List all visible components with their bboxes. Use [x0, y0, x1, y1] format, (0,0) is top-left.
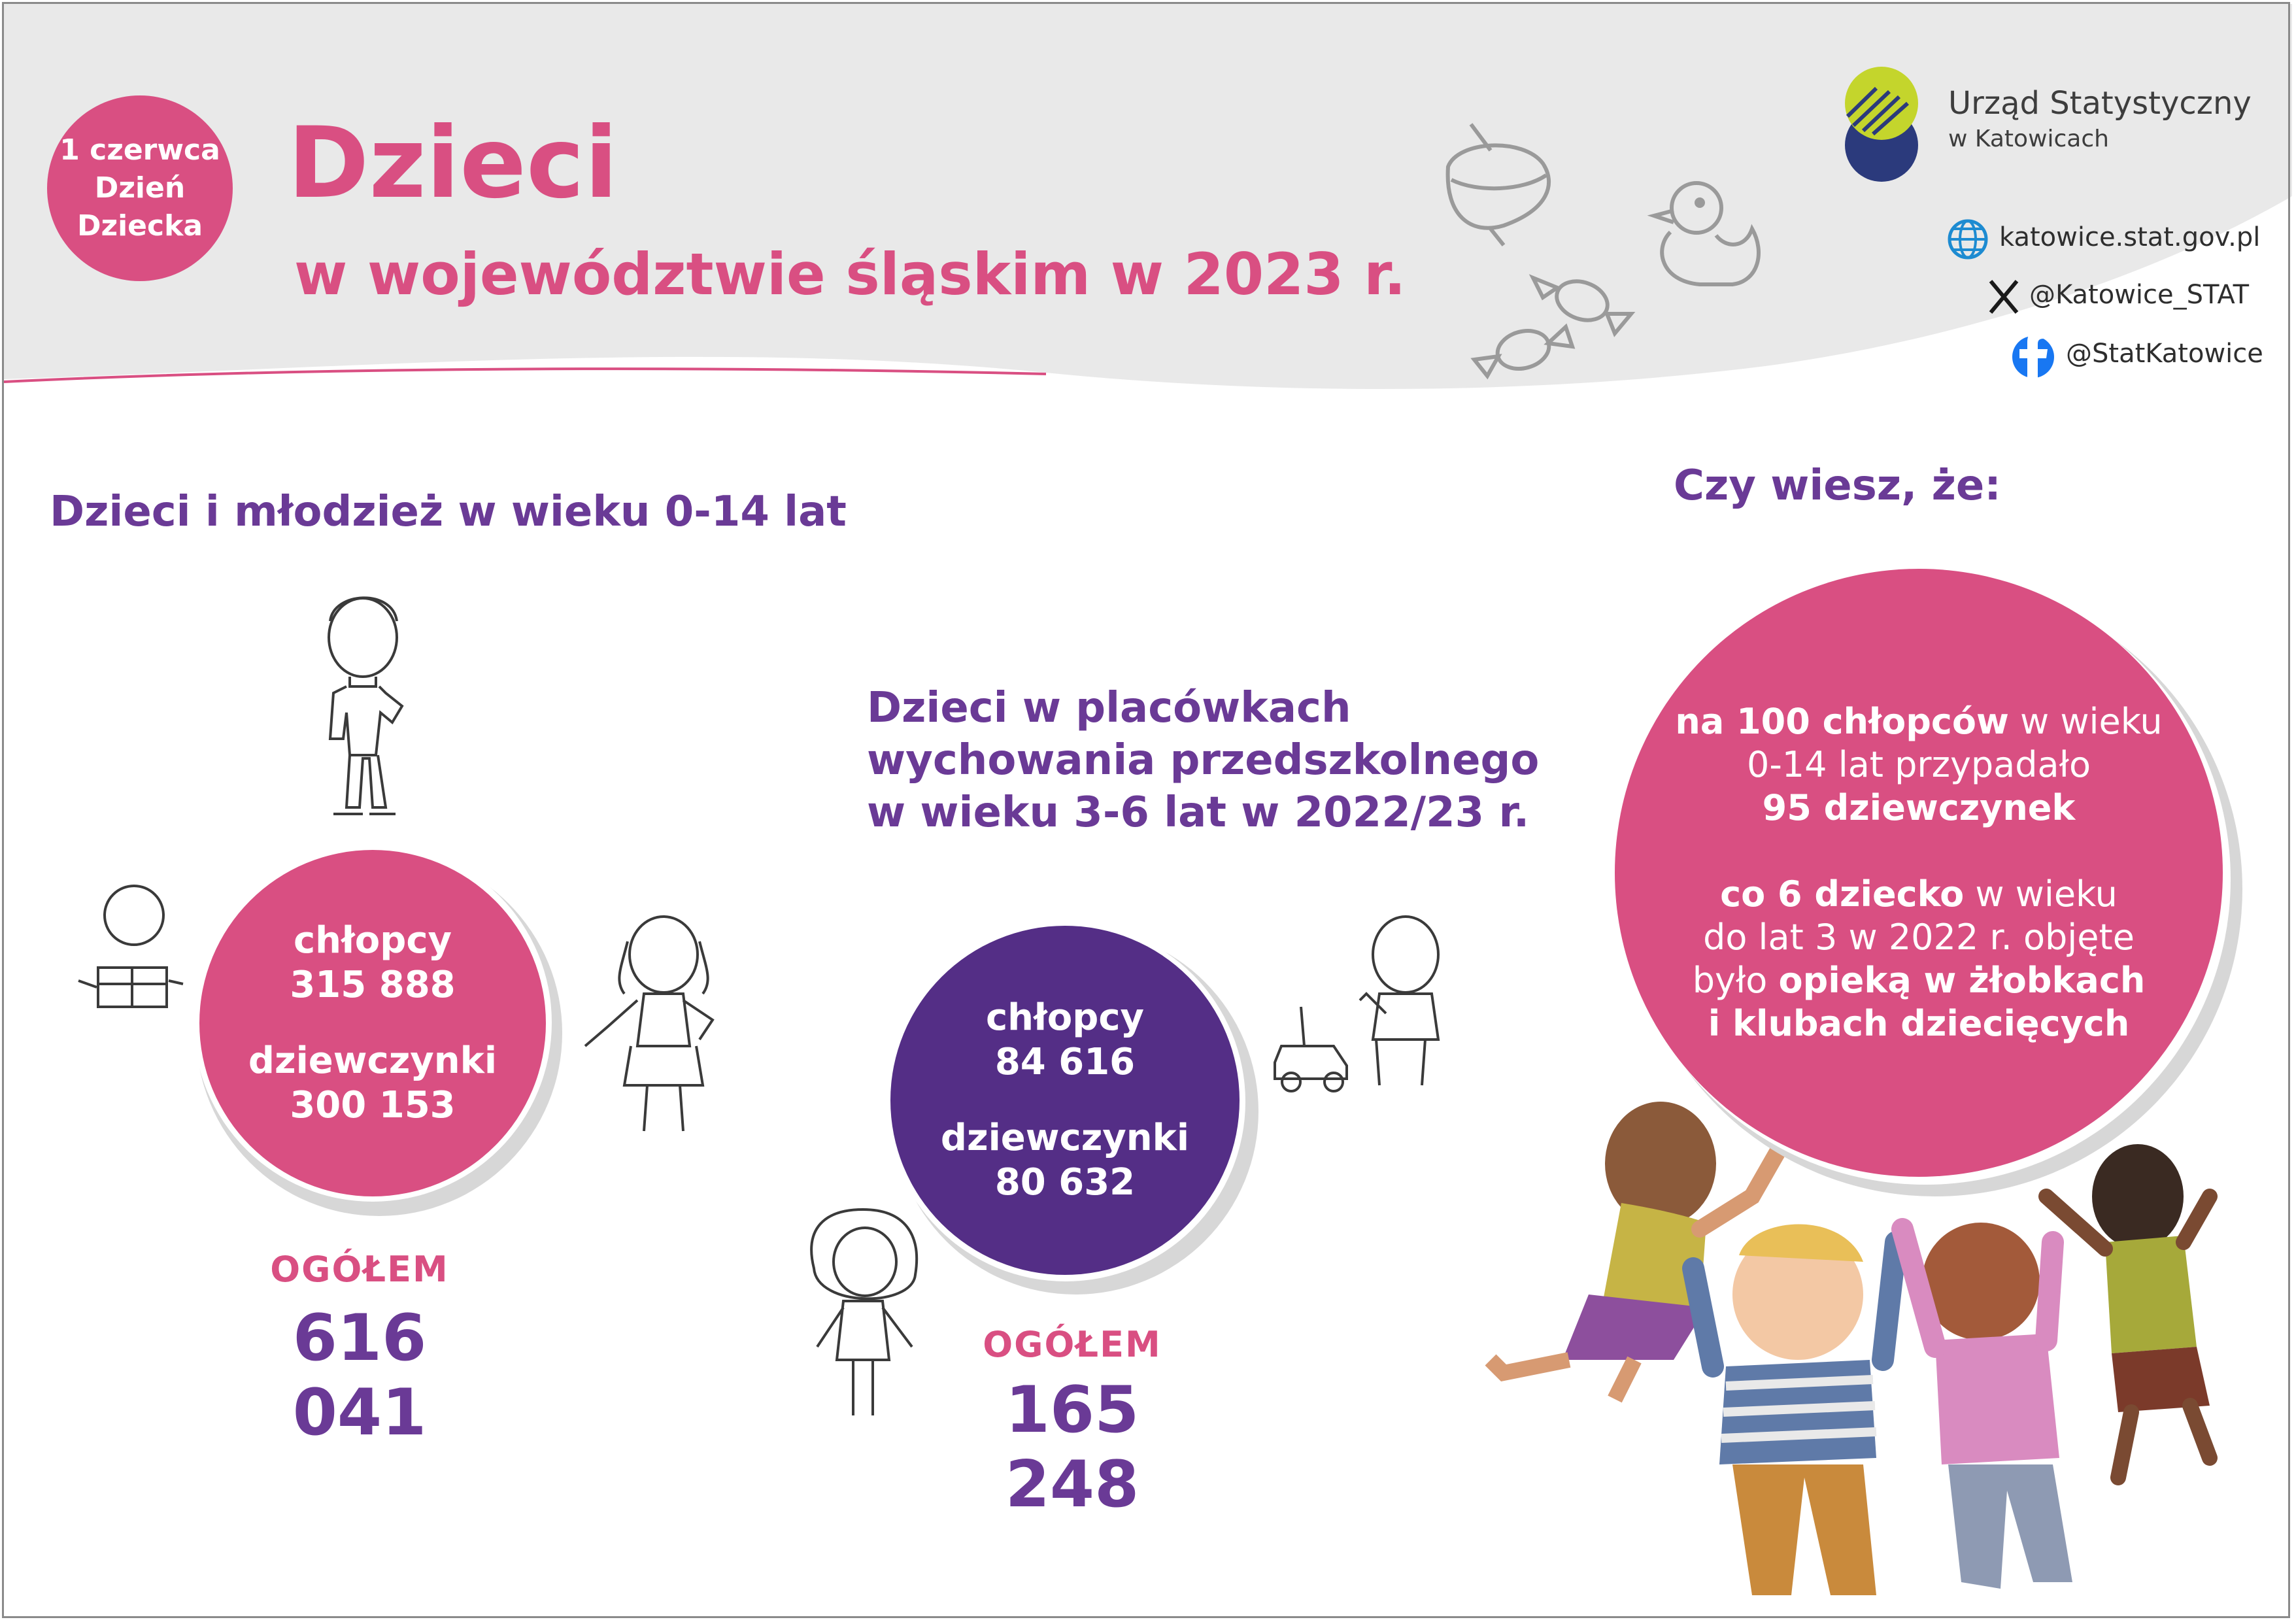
section1-girls-value: 300 153 [290, 1084, 456, 1126]
section1-total-value: 616 041 [292, 1301, 427, 1450]
section2-total-value: 165 248 [1005, 1373, 1140, 1522]
baby-with-gift-illustration [78, 886, 183, 1007]
fact2-text1: w wieku [1964, 873, 2118, 915]
standing-boy-illustration [329, 598, 402, 814]
page-title: Dzieci [288, 107, 618, 220]
section2-total-label: OGÓŁEM [983, 1324, 1162, 1365]
section1-boys-label: chłopcy [293, 919, 452, 962]
section2-stat-circle [890, 926, 1240, 1275]
section2-heading-line1: Dzieci w placówkach [867, 684, 1351, 732]
section1-stat-circle [199, 850, 546, 1196]
fact1-text1: w wieku [2008, 701, 2163, 742]
section2-girls-label: dziewczynki [940, 1117, 1190, 1159]
section1-boys-value: 315 888 [290, 964, 456, 1006]
section2-boys-value: 84 616 [994, 1041, 1136, 1083]
section2-boys-label: chłopcy [985, 996, 1145, 1039]
us-katowice-logo [1845, 67, 1918, 182]
section2-girls-value: 80 632 [994, 1161, 1136, 1204]
badge-date: 1 czerwca [59, 133, 220, 167]
fact1-bold1: na 100 chłopców [1675, 701, 2009, 742]
girl-pigtails-illustration [585, 917, 713, 1131]
fact2-text3: było [1692, 960, 1779, 1001]
didyouknow-heading: Czy wiesz, że: [1674, 462, 2001, 510]
fact1-bold2: 95 dziewczynek [1762, 787, 2076, 828]
section1-heading: Dzieci i młodzież w wieku 0-14 lat [50, 488, 847, 536]
contact-facebook[interactable]: @StatKatowice [2066, 339, 2263, 369]
badge-line3: Dziecka [76, 209, 203, 243]
section2-heading-line3: w wieku 3-6 lat w 2022/23 r. [867, 788, 1530, 837]
fact1-text2: 0-14 lat przypadało [1746, 744, 2091, 785]
logo-name: Urząd Statystyczny [1948, 85, 2252, 122]
didyouknow-text [1675, 700, 2162, 1045]
contact-website[interactable]: katowice.stat.gov.pl [1999, 222, 2261, 252]
contact-x[interactable]: @Katowice_STAT [2029, 280, 2250, 310]
fact2-bold3: i klubach dziecięcych [1708, 1003, 2130, 1044]
fact2-bold1: co 6 dziecko [1720, 873, 1965, 915]
facebook-icon [2012, 330, 2054, 379]
section1-girls-label: dziewczynki [248, 1040, 498, 1082]
didyouknow-circle [1615, 569, 2223, 1177]
page-subtitle: w województwie śląskim w 2023 r. [294, 241, 1406, 308]
logo-location: w Katowicach [1948, 126, 2109, 152]
badge-line2: Dzień [94, 171, 186, 205]
fact2-bold2: opieką w żłobkach [1778, 960, 2146, 1001]
boy-with-rc-car-illustration [1275, 917, 1438, 1091]
childrens-day-badge [47, 95, 233, 281]
fact2-text2: do lat 3 w 2022 r. objęte [1703, 917, 2135, 958]
section1-total-label: OGÓŁEM [270, 1249, 449, 1290]
girl-bob-illustration [811, 1210, 917, 1415]
section2-heading-line2: wychowania przedszkolnego [867, 736, 1540, 785]
